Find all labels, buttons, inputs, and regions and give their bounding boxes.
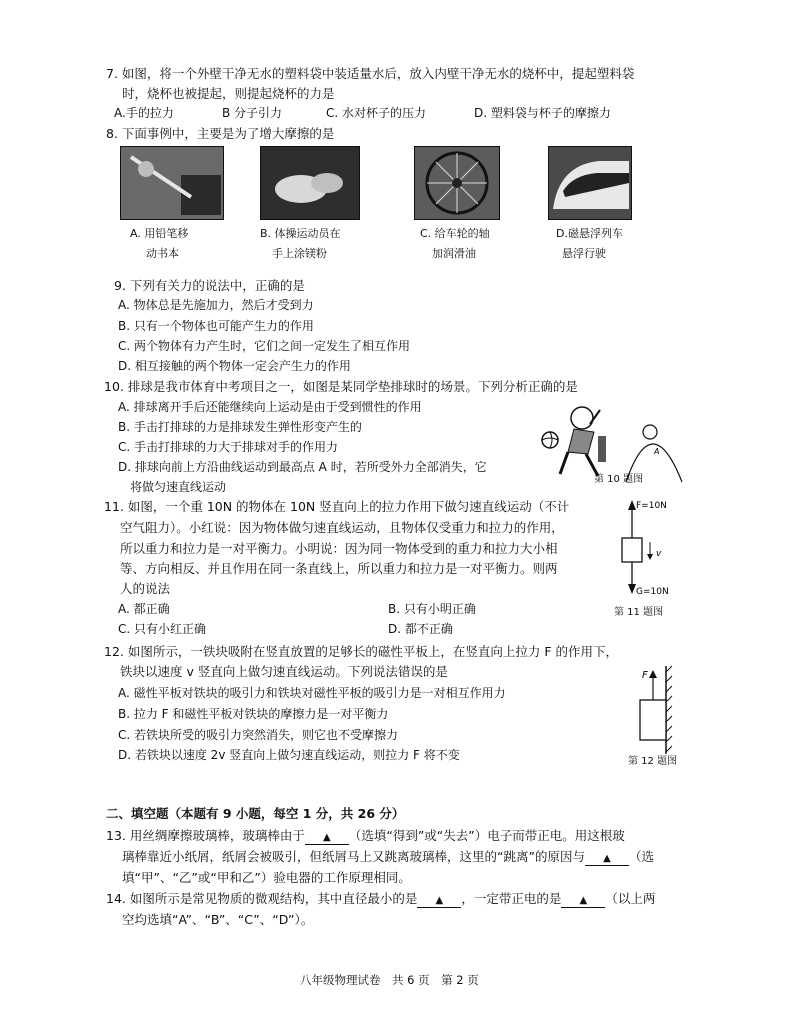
pull-force-label: F — [642, 670, 648, 681]
q7-stem-line2: 时，烧杯也被提起，则提起烧杯的力是 — [122, 86, 335, 101]
q8-photo-maglev-train — [548, 146, 632, 220]
q13-text-part3: 璃棒靠近小纸屑，纸屑会被吸引，但纸屑马上又跳离玻璃棒，这里的“跳离”的原因与 — [122, 849, 585, 864]
q13-text-part2: （选填“得到”或“失去”）电子而带正电。用这根玻 — [348, 828, 625, 843]
q11-stem-line4: 等、方向相反、并且作用在同一条直线上，所以重力和拉力是一对平衡力。则两 — [120, 561, 558, 576]
q8-photo-wheel-axle — [414, 146, 500, 220]
q13-text-part1: 13. 用丝绸摩擦玻璃棒，玻璃棒由于 — [106, 828, 305, 843]
q14-line1 — [106, 889, 655, 908]
q11-stem-line1: 11. 如图，一个重 10N 的物体在 10N 竖直向上的拉力作用下做匀速直线运动（不计 — [104, 499, 570, 514]
q11-option-d: D. 都不正确 — [388, 622, 453, 636]
page-footer: 八年级物理试卷 共 6 页 第 2 页 — [300, 973, 479, 987]
q10-option-d-line1: D. 排球向前上方沿曲线运动到最高点 A 时，若所受外力全部消失，它 — [118, 460, 487, 474]
q10-option-a: A. 排球离开手后还能继续向上运动是由于受到惯性的作用 — [118, 400, 422, 414]
wheel-illustration — [415, 147, 499, 219]
q8-photo-pencil-book — [120, 146, 224, 220]
q8-caption-c-line2: 加润滑油 — [432, 247, 476, 260]
q9-stem: 9. 下列有关力的说法中，正确的是 — [114, 278, 305, 293]
q13-line2 — [122, 847, 654, 866]
q10-option-c: C. 手击打排球的力大于排球对手的作用力 — [118, 440, 339, 454]
q8-stem: 8. 下面事例中，主要是为了增大摩擦的是 — [106, 126, 335, 141]
q12-option-b: B. 拉力 F 和磁性平板对铁块的摩擦力是一对平衡力 — [118, 707, 389, 721]
q12-option-a: A. 磁性平板对铁块的吸引力和铁块对磁性平板的吸引力是一对相互作用力 — [118, 686, 506, 700]
q12-figure-caption: 第 12 题图 — [628, 756, 678, 767]
q13-blank-2[interactable]: ▲ — [585, 853, 629, 866]
q8-caption-d-line1: D.磁悬浮列车 — [556, 227, 623, 240]
q7-option-c: C. 水对杯子的压力 — [326, 106, 427, 120]
gymnast-hands-illustration — [261, 147, 359, 219]
iron-block — [640, 700, 666, 740]
pull-force-arrow-icon — [649, 670, 657, 678]
q12-stem-line1: 12. 如图所示，一铁块吸附在竖直放置的足够长的磁性平板上，在竖直向上拉力 F 的作用下， — [104, 644, 618, 659]
volleyball-icon — [542, 432, 558, 448]
q11-option-c: C. 只有小红正确 — [118, 622, 207, 636]
q10-figure-caption: 第 10 题图 — [594, 474, 644, 485]
q12-option-c: C. 若铁块所受的吸引力突然消失，则它也不受摩擦力 — [118, 728, 399, 742]
q14-text-part3: （以上两 — [605, 891, 656, 906]
q13-line3: 填“甲”、“乙”或“甲和乙”）验电器的工作原理相同。 — [122, 870, 411, 885]
q8-caption-a-line2: 动书本 — [146, 247, 179, 260]
q14-text-part1: 14. 如图所示是常见物质的微观结构，其中直径最小的是 — [106, 891, 418, 906]
q14-text-part2: ，一定带正电的是 — [461, 891, 562, 906]
q11-option-b: B. 只有小明正确 — [388, 602, 476, 616]
q11-option-a: A. 都正确 — [118, 602, 170, 616]
q9-option-b: B. 只有一个物体也可能产生力的作用 — [118, 319, 314, 333]
q8-photo-gymnast-chalk — [260, 146, 360, 220]
q12-stem-line2: 铁块以速度 v 竖直向上做匀速直线运动。下列说法错误的是 — [120, 664, 448, 679]
force-f-label: F=10N — [636, 501, 667, 511]
maglev-train-illustration — [549, 147, 631, 219]
q8-caption-b-line1: B. 体操运动员在 — [260, 227, 341, 240]
q7-option-d: D. 塑料袋与杯子的摩擦力 — [474, 106, 611, 120]
q14-line2: 空均选填“A”、“B”、“C”、“D”）。 — [122, 912, 314, 927]
object-box — [622, 538, 642, 562]
q7-option-b: B 分子引力 — [222, 106, 283, 120]
q12-magnetic-board-figure — [626, 662, 686, 756]
q10-option-b: B. 手击打排球的力是排球发生弹性形变产生的 — [118, 420, 362, 434]
velocity-label: v — [656, 549, 662, 559]
q11-force-diagram — [610, 494, 690, 600]
q11-stem-line5: 人的说法 — [120, 581, 171, 596]
q11-stem-line2: 空气阻力）。小红说：因为物体做匀速直线运动，且物体仅受重力和拉力的作用， — [120, 520, 564, 535]
q9-option-d: D. 相互接触的两个物体一定会产生力的作用 — [118, 359, 351, 373]
q9-option-c: C. 两个物体有力产生时，它们之间一定发生了相互作用 — [118, 339, 411, 353]
q8-caption-b-line2: 手上涂镁粉 — [272, 247, 327, 260]
point-a-label: A — [654, 447, 660, 456]
volleyball-player-figure — [560, 407, 606, 476]
section-2-heading: 二、填空题（本题有 9 小题，每空 1 分，共 26 分） — [106, 806, 405, 821]
up-arrow-icon — [628, 500, 636, 510]
ball-at-top-icon — [643, 425, 657, 439]
q8-caption-d-line2: 悬浮行驶 — [562, 247, 606, 260]
q8-caption-a-line1: A. 用铅笔移 — [130, 227, 189, 240]
q11-figure-caption: 第 11 题图 — [614, 607, 664, 618]
q13-text-part4: （选 — [628, 849, 654, 864]
pencil-book-illustration — [121, 147, 223, 219]
q10-option-d-line2: 将做匀速直线运动 — [130, 480, 227, 494]
q9-option-a: A. 物体总是先施加力，然后才受到力 — [118, 298, 314, 312]
down-arrow-icon — [628, 584, 636, 594]
q7-stem-line1: 7. 如图，将一个外壁干净无水的塑料袋中装适量水后，放入内壁干净无水的烧杯中，提起塑料袋 — [106, 66, 635, 81]
q14-blank-1[interactable]: ▲ — [417, 895, 461, 908]
velocity-arrow-icon — [647, 554, 653, 560]
q13-blank-1[interactable]: ▲ — [305, 832, 349, 845]
q7-option-a: A.手的拉力 — [114, 106, 174, 120]
q14-blank-2[interactable]: ▲ — [561, 895, 605, 908]
force-g-label: G=10N — [636, 587, 669, 597]
q13-line1 — [106, 826, 625, 845]
q12-option-d: D. 若铁块以速度 2v 竖直向上做匀速直线运动，则拉力 F 将不变 — [118, 748, 460, 762]
q8-caption-c-line1: C. 给车轮的轴 — [420, 227, 490, 240]
board-hatching — [666, 666, 672, 752]
q10-stem: 10. 排球是我市体育中考项目之一，如图是某同学垫排球时的场景。下列分析正确的是 — [104, 379, 578, 394]
q11-stem-line3: 所以重力和拉力是一对平衡力。小明说：因为同一物体受到的重力和拉力大小相 — [120, 541, 558, 556]
